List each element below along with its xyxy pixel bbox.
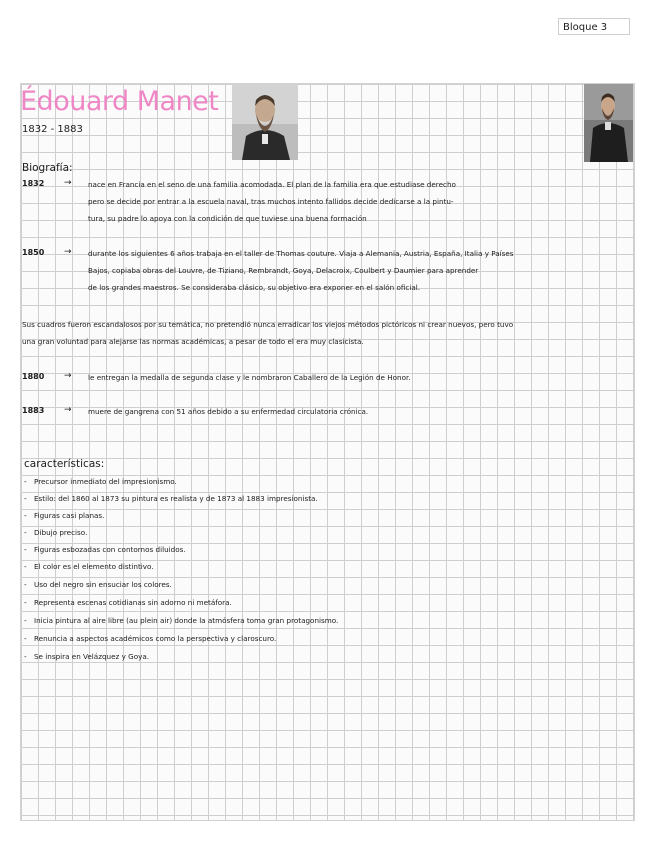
characteristic-item bbox=[24, 494, 318, 503]
characteristic-item bbox=[24, 528, 87, 537]
portrait-painting bbox=[584, 84, 633, 162]
bio-paragraph-line: Sus cuadros fueron escandalosos por su temática, no pretendió nunca erradicar los viejos métodos pictóricos ni crear nuevos, pero tuvo bbox=[22, 320, 514, 329]
characteristic-text: Renuncia a aspectos académicos como la perspectiva y claroscuro. bbox=[34, 634, 277, 643]
portrait-photo bbox=[232, 84, 298, 160]
bullet-icon: - bbox=[24, 528, 27, 537]
year-label: 1832 bbox=[22, 179, 45, 188]
bio-line: pero se decide por entrar a la escuela naval, tras muchos intento fallidos decide dedicarse a la pintu- bbox=[88, 197, 454, 206]
characteristic-text: Se inspira en Velázquez y Goya. bbox=[34, 652, 150, 661]
bio-line: nace en Francia en el seno de una familia acomodada. El plan de la familia era que estudiase derecho bbox=[88, 180, 456, 189]
year-label: 1850 bbox=[22, 248, 45, 257]
bullet-icon: - bbox=[24, 616, 27, 625]
characteristic-item bbox=[24, 652, 149, 661]
bio-line: le entregan la medalla de segunda clase y le nombraron Caballero de la Legión de Honor. bbox=[88, 373, 411, 382]
characteristic-text: Uso del negro sin ensuciar los colores. bbox=[34, 580, 172, 589]
characteristic-item bbox=[24, 634, 276, 643]
bio-line: muere de gangrena con 51 años debido a su enfermedad circulatoria crónica. bbox=[88, 407, 369, 416]
bullet-icon: - bbox=[24, 652, 27, 661]
arrow-icon: → bbox=[64, 247, 72, 257]
grid-paper bbox=[20, 83, 635, 821]
characteristic-item bbox=[24, 477, 177, 486]
bullet-icon: - bbox=[24, 477, 27, 486]
block-label: Bloque 3 bbox=[558, 18, 630, 35]
bullet-icon: - bbox=[24, 545, 27, 554]
characteristic-text: Figuras esbozadas con contornos diluidos. bbox=[34, 545, 186, 554]
bio-line: de los grandes maestros. Se consideraba clásico, su objetivo era exponer en el salón oficial. bbox=[88, 283, 421, 292]
bio-line: Bajos, copiaba obras del Louvre, de Tiziano, Rembrandt, Goya, Delacroix, Coulbert y Daumier para aprender bbox=[88, 266, 479, 275]
bullet-icon: - bbox=[24, 598, 27, 607]
bullet-icon: - bbox=[24, 494, 27, 503]
biography-heading: Biografía: bbox=[22, 162, 73, 174]
characteristic-text: Estilo: del 1860 al 1873 su pintura es realista y de 1873 al 1883 impresionista. bbox=[34, 494, 318, 503]
characteristic-item bbox=[24, 562, 154, 571]
arrow-icon: → bbox=[64, 371, 72, 381]
characteristic-item bbox=[24, 511, 104, 520]
bullet-icon: - bbox=[24, 562, 27, 571]
bullet-icon: - bbox=[24, 580, 27, 589]
characteristic-text: Figuras casi planas. bbox=[34, 511, 105, 520]
characteristic-item bbox=[24, 598, 232, 607]
bullet-icon: - bbox=[24, 511, 27, 520]
life-dates: 1832 - 1883 bbox=[22, 124, 83, 135]
characteristic-item bbox=[24, 580, 172, 589]
characteristic-item bbox=[24, 616, 338, 625]
year-label: 1880 bbox=[22, 372, 45, 381]
bio-line: durante los siguientes 6 años trabaja en el taller de Thomas couture. Viaja a Alemania, Austria, España, Italia y Países bbox=[88, 249, 514, 258]
bio-line: tura, su padre lo apoya con la condición de que tuviese una buena formación bbox=[88, 214, 367, 223]
characteristic-text: Dibujo preciso. bbox=[34, 528, 88, 537]
bio-paragraph-line: una gran voluntad para alejarse las normas académicas, a pesar de todo el era muy clasicista. bbox=[22, 337, 364, 346]
characteristics-heading: características: bbox=[24, 458, 105, 470]
characteristic-text: Representa escenas cotidianas sin adorno ni metáfora. bbox=[34, 598, 232, 607]
bullet-icon: - bbox=[24, 634, 27, 643]
characteristic-text: El color es el elemento distintivo. bbox=[34, 562, 154, 571]
page-title: Édouard Manet bbox=[20, 86, 219, 117]
characteristic-item bbox=[24, 545, 186, 554]
characteristic-text: Precursor inmediato del impresionismo. bbox=[34, 477, 177, 486]
year-label: 1883 bbox=[22, 406, 45, 415]
arrow-icon: → bbox=[64, 405, 72, 415]
characteristic-text: Inicia pintura al aire libre (au plein air) donde la atmósfera toma gran protagonismo. bbox=[34, 616, 339, 625]
arrow-icon: → bbox=[64, 178, 72, 188]
